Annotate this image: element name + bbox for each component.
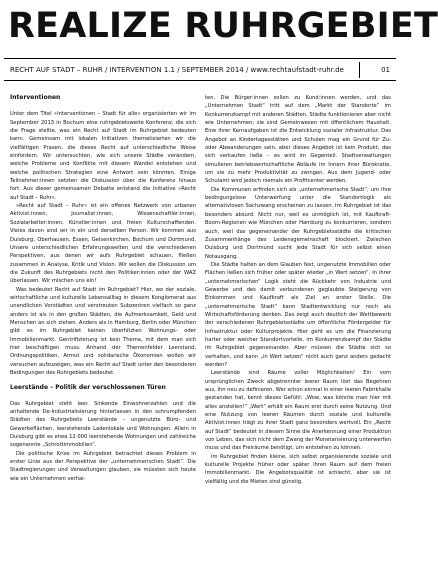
paragraph: Unter dem Titel »Interventionen – Stadt für alle« organisierten wir im September 2013 in Bochum eine ruhrgebietsweite Konferenz, die sich die Frage stellte, was ein Recht auf Stadt im Ruhrgebiet bedeuten kann. Gemeinsam mit lokalen Initiativen thematisierten wir die vielfältigen Praxen, die dieses Recht auf unterschiedliche Weise einfordern. Wir untersuchten, wie sich unsere Städte verändern, welche Probleme und Konflikte mit diesem Wandel entstehen und welche politischen Strategien eine Antwort sein könnten. Einige Teilnehmer:innen setzten die Diskussion über die Konferenz hinaus fort. Aus dieser gemeinsamen Debatte entstand die Initiative »Recht auf Stadt – Ruhr«. bbox=[10, 111, 196, 201]
paragraph: ten. Die Bürger:innen sollen zu Kund:innen werden, und das „Unternehmen Stadt“ tritt auf dem „Markt der Standorte“ im Konkurrenzkampf mit anderen Städten. Städte funktionieren aber nicht wie Unternehmen; sie sind Gemeinwesen mit öffentlichem Haushalt. Eine ihrer Kernaufgaben ist die Entwicklung sozialer Infrastruktur. Das Angebot an Kindertagesstätten und Schulen mag ein Grund für Zu- oder Abwanderungen sein, aber dieses Angebot ist kein Produkt, das sich verkaufen ließe – es wird im Gegenteil. Stadtverwaltungen simulieren betriebswirtschaftliche Abläufe im Innern ihrer Bürokratie, um sie zu mehr Produktivität zu zwingen. Aus dem Jugend- oder Schulamt wird jedoch niemals ein Profitcenter werden. bbox=[205, 95, 391, 185]
meta-bar-text: RECHT AUF STADT – RUHR / INTERVENTION 1.1 / SEPTEMBER 2014 / www.rechtaufstadt-ruhr.de bbox=[10, 66, 344, 74]
paragraph: Das Ruhrgebiet steht leer. Sinkende Einwohnerzahlen und die anhaltende De-Industrialisierung hinterlassen in den schrumpfenden Städten des Ruhrgebiets Leerstände – ungenutzte Büro- und Gewerbeflächen, leerstehende Ladenlokale und Wohnungen. Allein in Duisburg gibt es etwa 12.000 leerstehende Wohnungen und zahlreiche sogenannte „Schrottimmobilien“. bbox=[10, 400, 196, 449]
right-column bbox=[205, 94, 391, 576]
section-heading-leerstaende: Leerstände – Politik der verschlossenen Türen bbox=[10, 384, 166, 392]
section-heading-interventionen: Interventionen bbox=[10, 94, 61, 101]
paragraph: Was bedeutet Recht auf Stadt im Ruhrgebiet? Hier, wo der soziale, wirtschaftliche und kulturelle Lebensalltag in diesem Konglomerat aus unendlichen Vorstädten und verstreuten Subzentren vielfach so ganz anders ist als in den großen Städten, die Aufmerksamkeit, Geld und Menschen an sich ziehen. Anders als in Hamburg, Berlin oder München gibt es im Ruhrgebiet keinen überhitzten Wohnungs- oder Immobilienmarkt. Gentrifizierung ist kein Thema, mit dem man sich hier beschäftigen muss. Anhand der Themenfelder Leerstand, Ordnungspolitiken, Armut und solidarische Ökonomien wollen wir versuchen aufzuzeigen, was ein Recht auf Stadt unter den besonderen Bedingungen des Ruhrgebiets bedeutet. bbox=[10, 286, 196, 376]
paragraph: Im Ruhrgebiet finden kleine, sich selbst organisierende soziale und kulturelle Projekte früher oder später ihren Raum auf dem freien Immobilienmarkt. Die Angebotsqualität ist schlecht, aber sie ist vielfältig und die Mieten sind günstig. bbox=[205, 453, 391, 485]
paragraph: Die Kommunen erfinden sich als „unternehmerische Stadt“, um ihre bedingungslose Unterwerfung unter die Standortlogik als alternativlosen Sachzwang erscheinen zu lassen. Im Ruhrgebiet ist das besonders absurd. Nicht nur, weil es unmöglich ist, mit Kaufkraft-Boom-Regionen wie München oder Hamburg zu konkurrieren, sondern auch, weil das gegeneinander der Ruhrgebietsstädte die kritischen Zusammenhänge des Leidensgemeinschaft blockiert. Zwischen Duisburg und Dortmund sucht jede Stadt für sich selbst einen Notausgang. bbox=[205, 186, 391, 260]
left-column bbox=[10, 94, 196, 576]
page-number: 01 bbox=[359, 62, 390, 78]
paragraph: Leerstände sind Räume voller Möglichkeiten! Ein vom ursprünglichen Zweck abgetrennter leerer Raum löst das Begehren aus, ihn neu zu definieren. Wer schon einmal in einer leeren Fabrikhalle gestanden hat, kennt dieses Gefühl: „Wow, was könnte man hier mit alles anstellen!“ „Wert“ erhält ein Raum erst durch seine Nutzung. Und eine Nutzung von leeren Räumen durch soziale und kulturelle Aktivist:innen trägt zu ihrer Stadt ganz besonders wertvoll. Ein „Recht auf Stadt“ bedeutet in diesem Sinne die Anerkennung einer Produktion von Leben, das sich nicht dem Zwang der Monetarisierung unterwerfen muss und das Freiräume benötigt, um entstehen zu können. bbox=[205, 370, 392, 452]
paragraph: »Recht auf Stadt – Ruhr« ist ein offenes Netzwerk von urbanen Aktivist:innen, Journalist:innen, Wissenschaftler:innen, Sozialarbeiter:innen, Künstler:innen und freien Kulturschaffenden. Vieles davon sind wir in ein und derselben Person. Wir kommen aus Duisburg, Oberhausen, Essen, Gelsenkirchen, Bochum und Dortmund. Unsere unterschiedlichen Erfahrungswelten und die verschiedenen Perspektiven, aus denen wir aufs Ruhrgebiet schauen, fließen zusammen in Analyse, Kritik und Vision. Wir wollen die Diskussion um die Zukunft des Ruhrgebiets nicht den Politiker:innen oder der WAZ überlassen. Wir mischen uns ein! bbox=[10, 203, 196, 285]
paragraph: Die Städte halten an dem Glauben fest, ungenutzte Immobilien oder Flächen ließen sich früher oder später wieder „in Wert setzen“. In ihrer „unternehmerischen“ Logik steht die Rückkehr von Industrie und Gewerbe und des damit verbundenen geglaubte Steigerung von Einkommen und Kaufkraft als Ziel an erster Stelle. Die „unternehmerische Stadt“ kann Stadtentwicklung nur noch als Wirtschaftsförderung denken. Das zeigt auch deutlich der Wettbewerb der verschiedenen Ruhrgebietsstädte um öffentliche Fördergelder für Infrastruktur oder Kulturprojekte. Hier geht es um die Finanzierung harter oder weicher Standortvorteile, im Konkurrenzkampf der Städte im Ruhrgebiet gegeneinander. Aber müssen die Städte sich so verhalten, und kann „in Wert setzen“ nicht auch ganz anders gedacht werden? bbox=[205, 261, 391, 368]
bottom-rule bbox=[4, 80, 396, 81]
top-rule bbox=[4, 58, 396, 59]
paragraph: Die politische Krise im Ruhrgebiet betrachtet dieses Problem in erster Linie aus der Perspektive der „unternehmerischen Stadt“. Die Stadtregierungen und Verwaltungen glauben, sie müssten sich heute wie ein Unternehmen verhal- bbox=[10, 450, 196, 482]
masthead-title: REALIZE RUHRGEBIET bbox=[8, 6, 438, 46]
